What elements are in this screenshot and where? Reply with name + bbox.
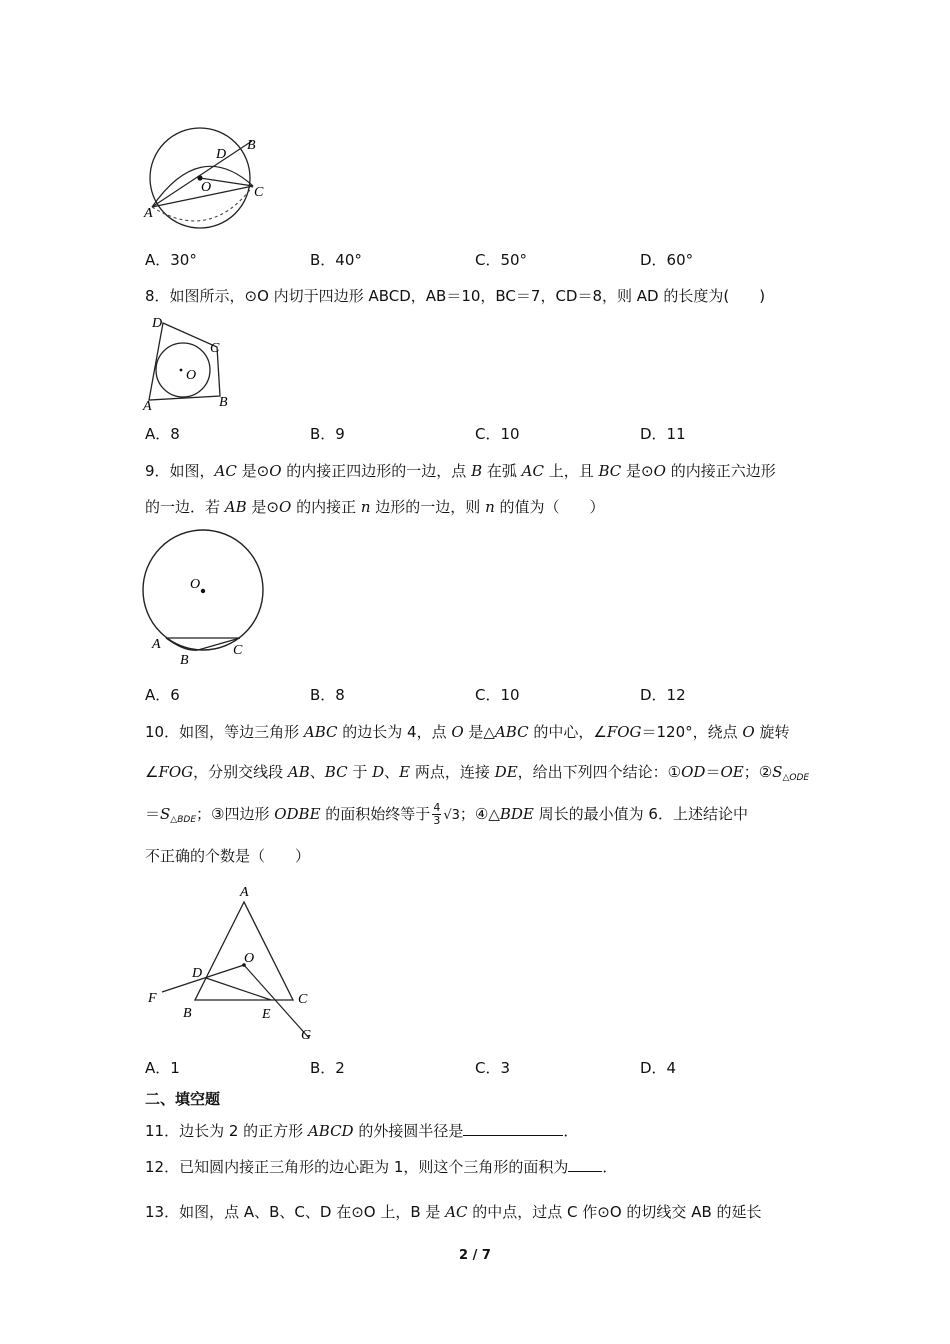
q9-stem-line2: 的一边．若 AB 是⊙O 的内接正 n 边形的一边，则 n 的值为（ ）: [145, 498, 605, 516]
q13-arc-AC: AC: [445, 1203, 468, 1221]
q7-option-d: D．60°: [640, 251, 694, 269]
q7-figure: [140, 128, 270, 228]
q9-stem-line1: 9．如图，AC 是⊙O 的内接正四边形的一边，点 B 在弧 AC 上，且 BC 是⊙O 的内接正六边形: [145, 462, 776, 480]
q10-option-b: B．2: [310, 1059, 345, 1077]
q10-label-C: C: [298, 992, 308, 1007]
q10-label-A: A: [240, 885, 249, 900]
q10-label-F: F: [148, 991, 157, 1006]
q7-label-C: C: [254, 185, 264, 200]
q8-option-b: B．9: [310, 425, 345, 443]
q9-figure: [140, 530, 270, 670]
q10-fraction: $\frac{4}{3}$: [433, 801, 441, 827]
q9-option-d: D．12: [640, 686, 686, 704]
q7-option-a: A．30°: [145, 251, 197, 269]
q10-option-d: D．4: [640, 1059, 677, 1077]
q10-label-G: G: [301, 1028, 312, 1043]
q10-line1: 10．如图，等边三角形 ABC 的边长为 4，点 O 是△ABC 的中心，∠FOG＝120°，绕点 O 旋转: [145, 723, 790, 741]
q8-label-A: A: [143, 399, 152, 414]
q8-label-O: O: [186, 368, 197, 383]
q8-stem: 8．如图所示，⊙O 内切于四边形 ABCD，AB＝10，BC＝7，CD＝8，则 AD 的长度为( ): [145, 287, 766, 305]
q9-option-c: C．10: [475, 686, 520, 704]
q10-label-D: D: [192, 966, 203, 981]
q9-label-B: B: [180, 653, 189, 668]
q7-option-c: C．50°: [475, 251, 528, 269]
q7-label-B: B: [247, 138, 256, 153]
q7-label-A: A: [144, 206, 153, 221]
q8-option-d: D．11: [640, 425, 686, 443]
q10-line2: ∠FOG，分别交线段 AB、BC 于 D、E 两点，连接 DE，给出下列四个结论：①OD＝OE；$②S_{\triangle ODE}$: [145, 763, 810, 783]
q10-label-B: B: [183, 1006, 192, 1021]
q8-label-D: D: [152, 316, 163, 331]
section-fill-in-blank-heading: 二、填空题: [145, 1090, 221, 1108]
q10-figure: [140, 878, 330, 1048]
q9-label-C: C: [233, 643, 243, 658]
q11-stem: 11．边长为 2 的正方形 ABCD 的外接圆半径是 ．: [145, 1122, 579, 1140]
q8-figure: [140, 312, 240, 412]
q7-label-O: O: [201, 180, 212, 195]
q9-label-O: O: [190, 577, 201, 592]
q9-option-b: B．8: [310, 686, 345, 704]
q7-option-b: B．40°: [310, 251, 362, 269]
q9-option-a: A．6: [145, 686, 180, 704]
q8-option-c: C．10: [475, 425, 520, 443]
q8-label-C: C: [210, 341, 220, 356]
q10-line3: $=S_{\triangle BDE}$；③四边形 ODBE 的面积始终等于 $\frac{4}{3}$ √3；④△BDE 周长的最小值为 6．上述结论中: [145, 801, 748, 827]
q12-answer-blank[interactable]: [568, 1157, 602, 1172]
q10-option-a: A．1: [145, 1059, 180, 1077]
q11-answer-blank[interactable]: [463, 1121, 563, 1136]
q10-label-E: E: [262, 1007, 271, 1022]
q10-option-c: C．3: [475, 1059, 511, 1077]
q12-stem: 12．已知圆内接正三角形的边心距为 1，则这个三角形的面积为 ．: [145, 1158, 618, 1176]
q9-label-A: A: [152, 637, 161, 652]
q8-option-a: A．8: [145, 425, 180, 443]
q10-line4: 不正确的个数是（ ）: [145, 847, 311, 865]
q10-label-O: O: [244, 951, 255, 966]
q8-label-B: B: [219, 395, 228, 410]
q7-label-D: D: [216, 147, 227, 162]
page-number: 2 / 7: [459, 1248, 491, 1263]
q13-stem: 13．如图，点 A、B、C、D 在⊙O 上，B 是 AC 的中点，过点 C 作⊙O 的切线交 AB 的延长: [145, 1203, 762, 1221]
